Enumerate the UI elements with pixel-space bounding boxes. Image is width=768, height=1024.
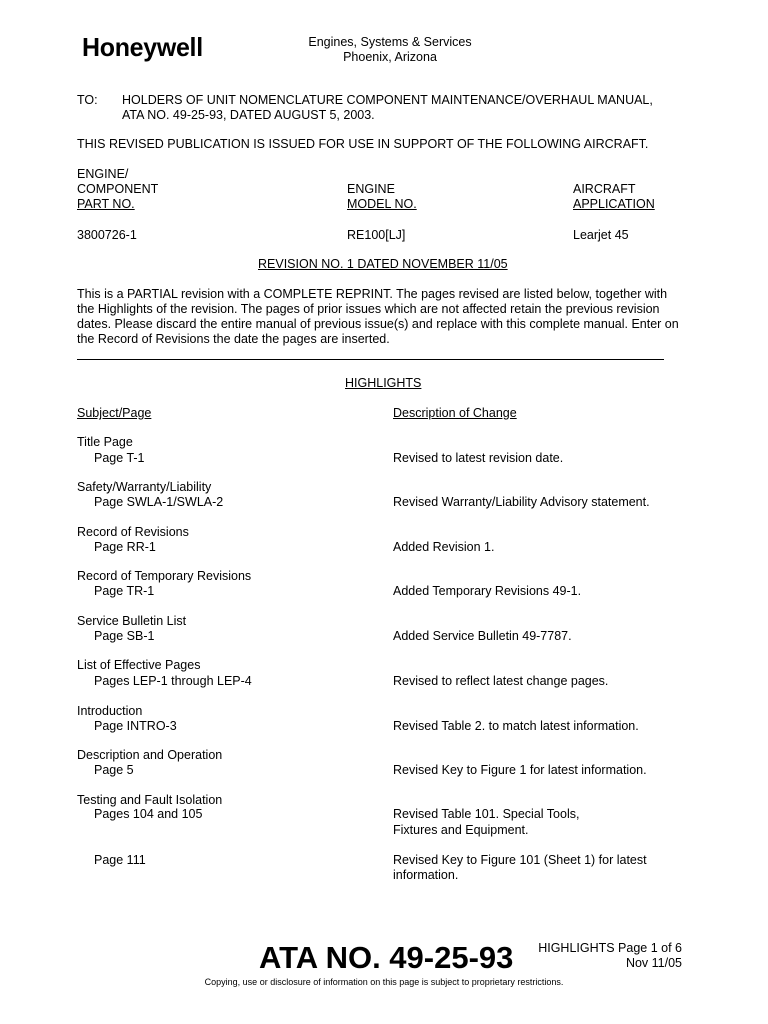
highlight-page: Pages 104 and 105: [94, 807, 203, 821]
highlight-subject: Introduction: [77, 704, 143, 718]
highlight-description: Revised to latest revision date.: [393, 451, 564, 465]
to-label: TO:: [77, 93, 98, 107]
highlight-page: Page 5: [94, 763, 134, 777]
highlights-title: HIGHLIGHTS: [345, 376, 422, 390]
highlight-description: Revised Key to Figure 101 (Sheet 1) for latest: [393, 853, 647, 867]
col3-heading-line1: AIRCRAFT: [573, 182, 636, 196]
proprietary-notice: Copying, use or disclosure of information on this page is subject to proprietary restrictions.: [204, 977, 564, 987]
part-number: 3800726-1: [77, 228, 137, 242]
highlight-description: Revised Table 101. Special Tools,: [393, 807, 580, 821]
revision-paragraph-line: the Highlights of the revision. The pages of prior issues which are not affected retain the previous revision: [77, 302, 660, 316]
issued-statement: THIS REVISED PUBLICATION IS ISSUED FOR USE IN SUPPORT OF THE FOLLOWING AIRCRAFT.: [77, 137, 649, 151]
page-label: HIGHLIGHTS Page 1 of 6: [538, 941, 682, 955]
highlight-description: Revised to reflect latest change pages.: [393, 674, 609, 688]
col2-heading-line1: ENGINE: [347, 182, 395, 196]
horizontal-rule: [77, 359, 664, 360]
highlight-description-continued: Fixtures and Equipment.: [393, 823, 529, 837]
revision-date: Nov 11/05: [625, 956, 682, 970]
highlight-description: Revised Key to Figure 1 for latest information.: [393, 763, 647, 777]
division-location: Phoenix, Arizona: [343, 50, 437, 64]
highlight-subject: Testing and Fault Isolation: [77, 793, 223, 807]
highlight-page: Page T-1: [94, 451, 145, 465]
col1-heading-line1: ENGINE/: [77, 167, 129, 181]
highlight-page: Page SB-1: [94, 629, 155, 643]
highlight-subject: Service Bulletin List: [77, 614, 187, 628]
col1-heading-line2: COMPONENT: [77, 182, 159, 196]
revision-title: REVISION NO. 1 DATED NOVEMBER 11/05: [258, 257, 508, 271]
highlight-page: Pages LEP-1 through LEP-4: [94, 674, 252, 688]
col2-heading-line2: MODEL NO.: [347, 197, 417, 211]
highlight-subject: List of Effective Pages: [77, 658, 201, 672]
highlight-subject: Description and Operation: [77, 748, 223, 762]
revision-paragraph-line: the Record of Revisions the date the pages are inserted.: [77, 332, 390, 346]
highlight-description: Revised Warranty/Liability Advisory statement.: [393, 495, 650, 509]
description-header: Description of Change: [393, 406, 517, 420]
to-line-2: ATA NO. 49-25-93, DATED AUGUST 5, 2003.: [122, 108, 375, 122]
honeywell-logo: Honeywell: [82, 32, 203, 62]
highlight-page: Page RR-1: [94, 540, 156, 554]
highlight-subject: Record of Temporary Revisions: [77, 569, 252, 583]
col3-heading-line2: APPLICATION: [573, 197, 655, 211]
highlight-description-continued: information.: [393, 868, 459, 882]
highlight-subject: Safety/Warranty/Liability: [77, 480, 212, 494]
division-name: Engines, Systems & Services: [308, 35, 472, 49]
revision-paragraph-line: dates. Please discard the entire manual of previous issue(s) and replace with this complete manual. Enter on: [77, 317, 679, 331]
highlight-subject: Title Page: [77, 435, 133, 449]
highlight-description: Added Temporary Revisions 49-1.: [393, 584, 582, 598]
highlight-description: Revised Table 2. to match latest information.: [393, 719, 639, 733]
highlight-page: Page TR-1: [94, 584, 155, 598]
col1-heading-line3: PART NO.: [77, 197, 135, 211]
engine-model-number: RE100[LJ]: [347, 228, 406, 242]
aircraft-application: Learjet 45: [573, 228, 629, 242]
highlight-description: Added Revision 1.: [393, 540, 495, 554]
highlight-page: Page SWLA-1/SWLA-2: [94, 495, 224, 509]
subject-page-header: Subject/Page: [77, 406, 152, 420]
highlight-page: Page 111: [94, 853, 146, 867]
ata-number: ATA NO. 49-25-93: [259, 940, 514, 975]
highlight-description: Added Service Bulletin 49-7787.: [393, 629, 572, 643]
highlight-page: Page INTRO-3: [94, 719, 177, 733]
highlight-subject: Record of Revisions: [77, 525, 189, 539]
revision-paragraph-line: This is a PARTIAL revision with a COMPLETE REPRINT. The pages revised are listed below, together with: [77, 287, 668, 301]
to-line-1: HOLDERS OF UNIT NOMENCLATURE COMPONENT MAINTENANCE/OVERHAUL MANUAL,: [122, 93, 653, 107]
